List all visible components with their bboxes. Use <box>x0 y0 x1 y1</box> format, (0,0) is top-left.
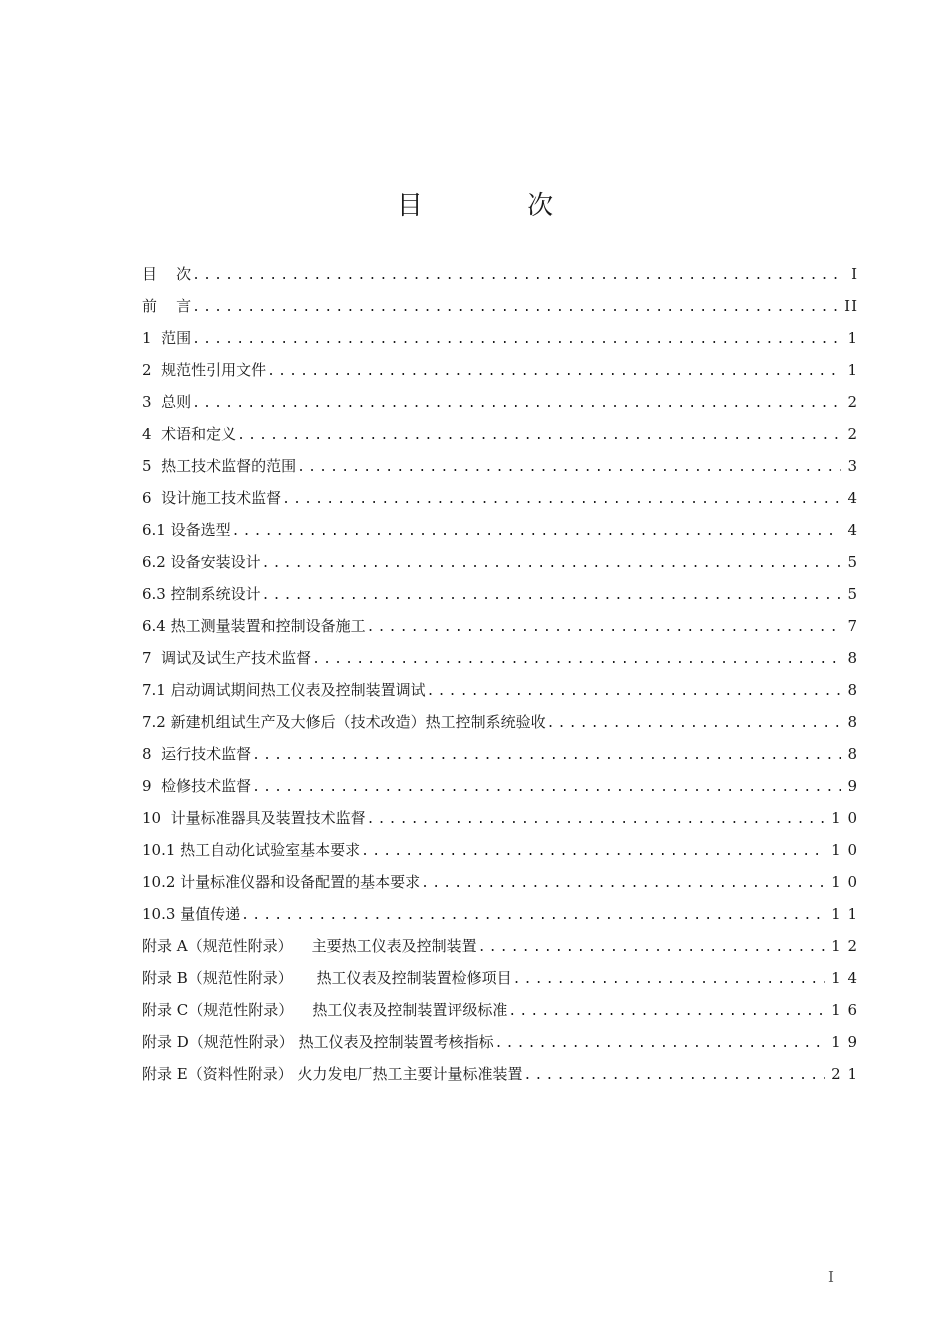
toc-entry-label: 10 计量标准器具及装置技术监督 <box>142 809 366 827</box>
toc-entry[interactable] <box>142 678 858 710</box>
toc-entry[interactable] <box>142 742 858 774</box>
toc-entry-page: 4 <box>847 489 858 507</box>
toc-entry[interactable] <box>142 262 858 294</box>
toc-leader-dots <box>513 968 826 992</box>
toc-entry[interactable] <box>142 326 858 358</box>
toc-leader-dots <box>192 328 841 352</box>
toc-entry-label: 7.2 新建机组试生产及大修后（技术改造）热工控制系统验收 <box>142 713 546 731</box>
toc-entry-label: 8 运行技术监督 <box>142 745 252 763</box>
toc-entry-label: 6.2 设备安装设计 <box>142 553 261 571</box>
toc-leader-dots <box>192 264 845 288</box>
toc-entry[interactable] <box>142 1030 858 1062</box>
toc-leader-dots <box>192 296 838 320</box>
toc-entry-page: 9 <box>847 777 858 795</box>
toc-entry[interactable] <box>142 614 858 646</box>
toc-entry[interactable] <box>142 1062 858 1094</box>
toc-leader-dots <box>262 584 842 608</box>
toc-entry[interactable] <box>142 582 858 614</box>
toc-entry-label: 前 言 <box>142 297 192 315</box>
toc-entry-label: 附录 A（规范性附录） 主要热工仪表及控制装置 <box>142 937 477 955</box>
table-of-contents <box>142 262 858 1094</box>
toc-entry-page: 8 <box>847 745 858 763</box>
toc-entry-label: 6.1 设备选型 <box>142 521 231 539</box>
toc-entry-label: 9 检修技术监督 <box>142 777 252 795</box>
toc-entry-label: 3 总则 <box>142 393 192 411</box>
toc-entry-label: 目 次 <box>142 265 192 283</box>
toc-leader-dots <box>421 872 825 896</box>
toc-entry-label: 7 调试及试生产技术监督 <box>142 649 312 667</box>
toc-leader-dots <box>478 936 825 960</box>
toc-entry-label: 6.4 热工测量装置和控制设备施工 <box>142 617 366 635</box>
toc-entry-page: II <box>844 297 858 315</box>
toc-entry[interactable] <box>142 710 858 742</box>
toc-entry[interactable] <box>142 870 858 902</box>
toc-entry-label: 6 设计施工技术监督 <box>142 489 282 507</box>
toc-entry[interactable] <box>142 966 858 998</box>
toc-leader-dots <box>361 840 825 864</box>
toc-leader-dots <box>237 424 841 448</box>
toc-entry[interactable] <box>142 806 858 838</box>
toc-entry-label: 4 术语和定义 <box>142 425 237 443</box>
toc-entry-label: 1 范围 <box>142 329 192 347</box>
toc-entry-page: 1 6 <box>831 1001 858 1019</box>
toc-entry-page: 2 1 <box>831 1065 858 1083</box>
toc-entry-label: 5 热工技术监督的范围 <box>142 457 297 475</box>
toc-entry-page: 1 0 <box>831 841 858 859</box>
toc-entry[interactable] <box>142 838 858 870</box>
toc-entry-page: I <box>851 265 858 283</box>
toc-entry-page: 7 <box>847 617 858 635</box>
toc-entry-page: 1 0 <box>831 873 858 891</box>
toc-leader-dots <box>367 808 826 832</box>
toc-leader-dots <box>508 1000 825 1024</box>
toc-entry[interactable] <box>142 518 858 550</box>
toc-entry-page: 5 <box>847 585 858 603</box>
toc-entry[interactable] <box>142 934 858 966</box>
toc-entry[interactable] <box>142 902 858 934</box>
toc-entry-page: 2 <box>847 393 858 411</box>
toc-leader-dots <box>524 1064 826 1088</box>
toc-leader-dots <box>297 456 841 480</box>
toc-entry[interactable] <box>142 422 858 454</box>
toc-entry-label: 6.3 控制系统设计 <box>142 585 261 603</box>
toc-leader-dots <box>282 488 841 512</box>
toc-leader-dots <box>262 552 842 576</box>
toc-entry-page: 1 0 <box>831 809 858 827</box>
toc-leader-dots <box>547 712 842 736</box>
toc-entry[interactable] <box>142 454 858 486</box>
toc-entry[interactable] <box>142 390 858 422</box>
toc-entry-page: 8 <box>847 713 858 731</box>
toc-entry-page: 1 9 <box>831 1033 858 1051</box>
toc-entry-label: 附录 D（规范性附录） 热工仪表及控制装置考核指标 <box>142 1033 494 1051</box>
toc-entry-page: 3 <box>847 457 858 475</box>
toc-entry-page: 2 <box>847 425 858 443</box>
toc-entry-label: 7.1 启动调试期间热工仪表及控制装置调试 <box>142 681 426 699</box>
toc-leader-dots <box>312 648 841 672</box>
toc-entry-label: 2 规范性引用文件 <box>142 361 267 379</box>
toc-entry[interactable] <box>142 998 858 1030</box>
toc-entry[interactable] <box>142 294 858 326</box>
toc-entry[interactable] <box>142 646 858 678</box>
toc-entry-page: 1 1 <box>831 905 858 923</box>
toc-entry-label: 10.3 量值传递 <box>142 905 241 923</box>
toc-entry-page: 8 <box>847 681 858 699</box>
toc-entry-page: 4 <box>847 521 858 539</box>
toc-entry-page: 1 2 <box>831 937 858 955</box>
toc-entry[interactable] <box>142 486 858 518</box>
toc-entry-label: 附录 E（资料性附录） 火力发电厂热工主要计量标准装置 <box>142 1065 523 1083</box>
toc-entry[interactable] <box>142 550 858 582</box>
toc-entry-label: 10.2 计量标准仪器和设备配置的基本要求 <box>142 873 421 891</box>
toc-leader-dots <box>192 392 841 416</box>
page-title: 目 次 <box>396 191 602 221</box>
toc-entry-page: 8 <box>847 649 858 667</box>
toc-entry-page: 1 <box>847 361 858 379</box>
toc-entry[interactable] <box>142 774 858 806</box>
toc-leader-dots <box>252 744 841 768</box>
toc-entry[interactable] <box>142 358 858 390</box>
toc-leader-dots <box>267 360 841 384</box>
toc-entry-page: 5 <box>847 553 858 571</box>
toc-entry-page: 1 <box>847 329 858 347</box>
toc-leader-dots <box>495 1032 826 1056</box>
toc-leader-dots <box>252 776 841 800</box>
footer-page-number: I <box>828 1268 834 1286</box>
toc-entry-label: 10.1 热工自动化试验室基本要求 <box>142 841 361 859</box>
toc-leader-dots <box>232 520 842 544</box>
toc-leader-dots <box>367 616 842 640</box>
toc-entry-label: 附录 B（规范性附录） 热工仪表及控制装置检修项目 <box>142 969 512 987</box>
toc-entry-label: 附录 C（规范性附录） 热工仪表及控制装置评级标准 <box>142 1001 508 1019</box>
toc-leader-dots <box>427 680 842 704</box>
toc-leader-dots <box>241 904 825 928</box>
toc-entry-page: 1 4 <box>831 969 858 987</box>
